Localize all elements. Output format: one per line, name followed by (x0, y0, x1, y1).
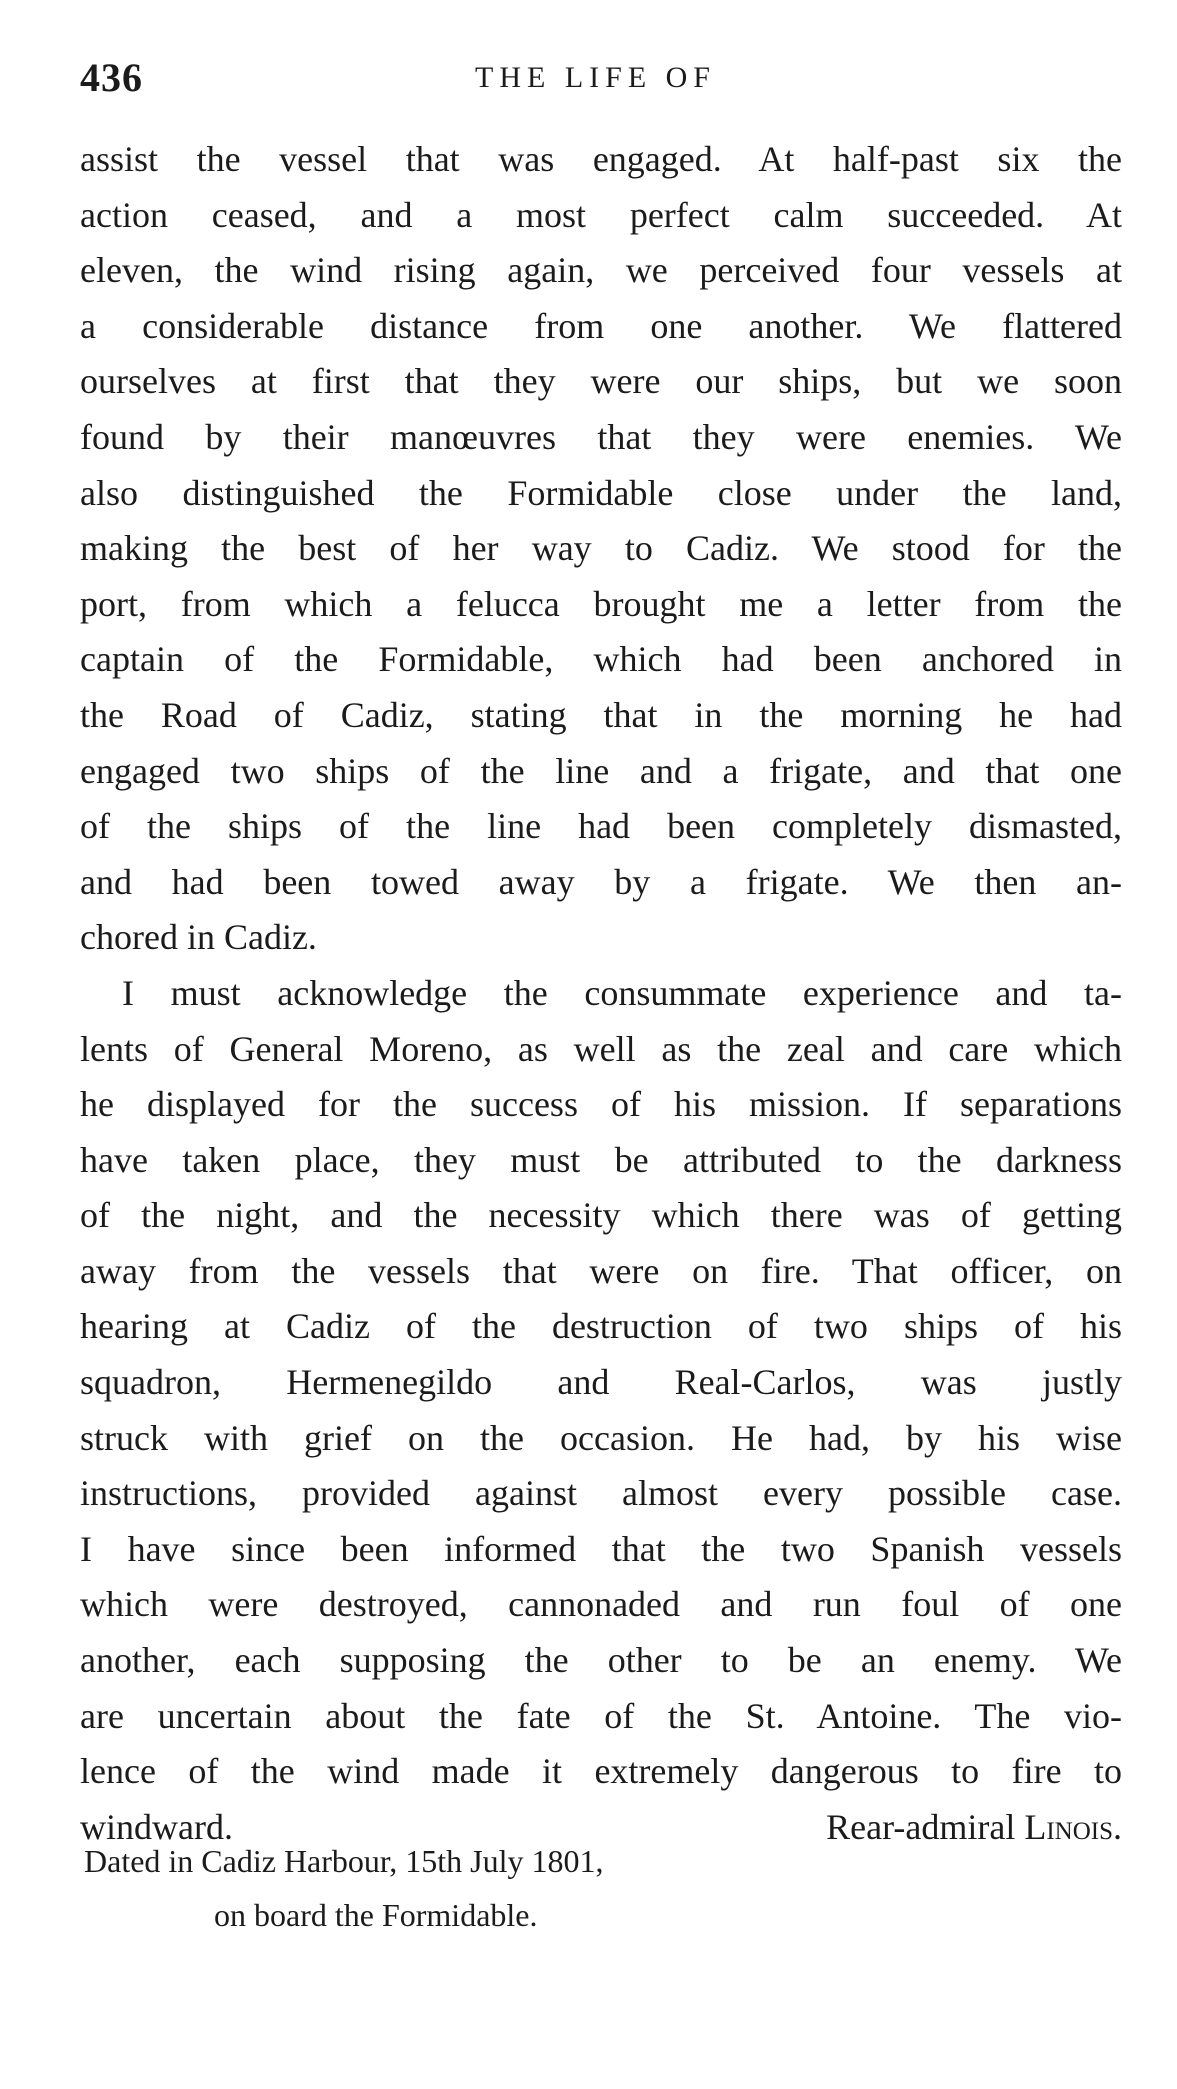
text-line: chored in Cadiz. (80, 917, 317, 958)
signature-rank: Rear-admiral (826, 1806, 1025, 1847)
text-line: eleven, the wind rising again, we perceived four vessels at (80, 250, 1122, 291)
text-line: assist the vessel that was engaged. At half-past six the (80, 139, 1122, 179)
text-line: which were destroyed, cannonaded and run foul of one (80, 1584, 1122, 1625)
text-line: he displayed for the success of his mission. If separations (80, 1084, 1122, 1125)
dateline: Dated in Cadiz Harbour, 15th July 1801, (84, 1843, 604, 1879)
text-line: are uncertain about the fate of the St. Antoine. The vio- (80, 1695, 1122, 1736)
signature-name: Linois. (1024, 1806, 1122, 1847)
page-header (80, 48, 1120, 108)
text-line: of the ships of the line had been completely dismasted, (80, 806, 1122, 847)
text-line: found by their manœuvres that they were enemies. We (80, 416, 1122, 457)
text-line: lents of General Moreno, as well as the zeal and care which (80, 1028, 1122, 1069)
text-line: port, from which a felucca brought me a letter from the (80, 583, 1122, 624)
text-line: action ceased, and a most perfect calm succeeded. At (80, 194, 1122, 235)
text-line: struck with grief on the occasion. He had, by his wise (80, 1417, 1122, 1458)
text-line: engaged two ships of the line and a frigate, and that one (80, 750, 1122, 791)
text-line: away from the vessels that were on fire. That officer, on (80, 1250, 1122, 1291)
text-line: I must acknowledge the consummate experience and ta- (122, 972, 1122, 1013)
text-line: of the night, and the necessity which there was of getting (80, 1195, 1122, 1236)
paragraph-2 (80, 966, 1122, 1856)
text-line: lence of the wind made it extremely dangerous to fire to (80, 1751, 1122, 1792)
running-head: THE LIFE OF (475, 61, 716, 94)
text-line: instructions, provided against almost every possible case. (80, 1473, 1122, 1514)
text-line: and had been towed away by a frigate. We then an- (80, 861, 1122, 902)
text-line: squadron, Hermenegildo and Real-Carlos, was justly (80, 1362, 1122, 1403)
closing-word: windward. (80, 1806, 233, 1847)
text-line: making the best of her way to Cadiz. We stood for the (80, 528, 1122, 569)
text-line: the Road of Cadiz, stating that in the morning he had (80, 694, 1122, 735)
text-line: another, each supposing the other to be an enemy. We (80, 1640, 1122, 1681)
text-line: I have since been informed that the two Spanish vessels (80, 1528, 1122, 1569)
text-line: also distinguished the Formidable close under the land, (80, 472, 1122, 513)
paragraph-1 (80, 132, 1122, 966)
text-line: ourselves at first that they were our ships, but we soon (80, 361, 1122, 402)
page-number: 436 (80, 55, 143, 100)
text-line: hearing at Cadiz of the destruction of two ships of his (80, 1306, 1122, 1347)
text-line: a considerable distance from one another. We flattered (80, 305, 1122, 346)
text-line: captain of the Formidable, which had been anchored in (80, 639, 1122, 680)
signature (826, 1800, 1122, 1856)
text-line: have taken place, they must be attributed to the darkness (80, 1139, 1122, 1180)
dateline-location: on board the Formidable. (214, 1897, 538, 1933)
body-text (80, 132, 1122, 1855)
